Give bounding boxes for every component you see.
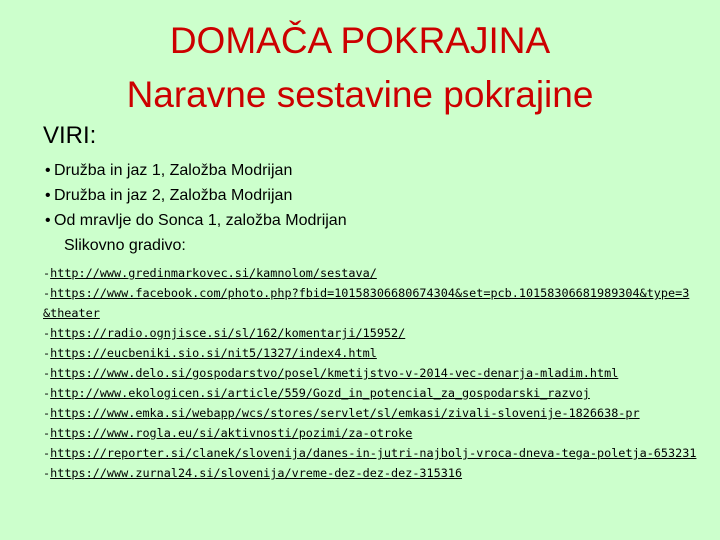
source-link[interactable]: https://www.rogla.eu/si/aktivnosti/pozimi/za-otroke — [50, 426, 413, 440]
list-item — [45, 183, 347, 208]
source-link[interactable]: https://www.delo.si/gospodarstvo/posel/kmetijstvo-v-2014-vec-denarja-mladim.html — [50, 366, 619, 380]
link-prefix: - — [43, 386, 51, 400]
link-prefix: - — [43, 406, 51, 420]
link-item — [43, 263, 696, 283]
link-prefix: - — [43, 286, 51, 300]
link-item — [43, 323, 696, 343]
link-item — [43, 283, 693, 323]
link-item — [43, 463, 696, 483]
source-link[interactable]: https://www.facebook.com/photo.php?fbid=10158306680674304&set=pcb.10158306681989304&type=3&theater — [43, 286, 690, 320]
bullet: • — [45, 187, 51, 204]
image-sources-label: Slikovno gradivo: — [64, 237, 186, 254]
link-prefix: - — [43, 346, 51, 360]
link-prefix: - — [43, 366, 51, 380]
slide-title: DOMAČA POKRAJINA — [169, 20, 551, 61]
sources-heading: VIRI: — [43, 122, 97, 149]
source-text: Od mravlje do Sonca 1, založba Modrijan — [54, 212, 347, 229]
link-prefix: - — [43, 266, 51, 280]
link-prefix: - — [43, 466, 51, 480]
source-text: Družba in jaz 1, Založba Modrijan — [54, 162, 293, 179]
list-item — [45, 158, 347, 183]
link-item — [43, 363, 696, 383]
source-link[interactable]: https://www.emka.si/webapp/wcs/stores/servlet/sl/emkasi/zivali-slovenije-1826638-pr — [50, 406, 640, 420]
bullet: • — [45, 212, 51, 229]
slide-subtitle: Naravne sestavine pokrajine — [126, 74, 594, 115]
source-link[interactable]: http://www.gredinmarkovec.si/kamnolom/sestava/ — [50, 266, 377, 280]
image-links-list — [43, 263, 696, 483]
source-link[interactable]: https://eucbeniki.sio.si/nit5/1327/index4.html — [50, 346, 377, 360]
list-item — [45, 208, 347, 233]
link-prefix: - — [43, 326, 51, 340]
source-link[interactable]: http://www.ekologicen.si/article/559/Gozd_in_potencial_za_gospodarski_razvoj — [50, 386, 590, 400]
book-sources-list — [45, 158, 347, 233]
source-link[interactable]: https://www.zurnal24.si/slovenija/vreme-dez-dez-dez-315316 — [50, 466, 463, 480]
link-item — [43, 403, 696, 423]
source-text: Družba in jaz 2, Založba Modrijan — [54, 187, 293, 204]
link-item — [43, 443, 696, 463]
link-item — [43, 343, 696, 363]
bullet: • — [45, 162, 51, 179]
source-link[interactable]: https://radio.ognjisce.si/sl/162/komentarji/15952/ — [50, 326, 406, 340]
link-prefix: - — [43, 446, 51, 460]
link-prefix: - — [43, 426, 51, 440]
link-item — [43, 383, 696, 403]
source-link[interactable]: https://reporter.si/clanek/slovenija/danes-in-jutri-najbolj-vroca-dneva-tega-poletja-653231 — [50, 446, 697, 460]
link-item — [43, 423, 696, 443]
